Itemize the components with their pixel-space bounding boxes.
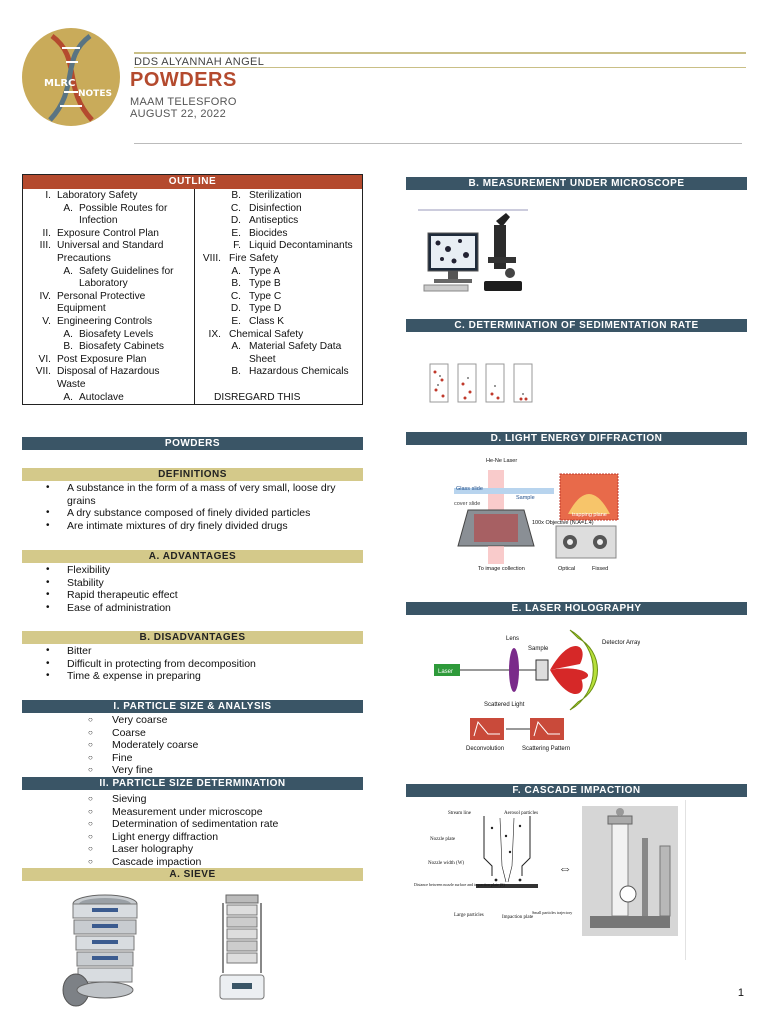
outline-item-number: B.: [63, 341, 73, 353]
list-item: • Flexibility: [22, 564, 362, 577]
outline-item-label: Post Exposure Plan: [57, 353, 147, 365]
outline-item-label: Biosafety Levels: [79, 328, 154, 340]
holography-sample-label: Sample: [528, 646, 549, 652]
holography-laser-label: Laser: [438, 669, 454, 675]
advantages-list: [22, 564, 362, 614]
outline-item-label: Safety Guidelines for: [79, 265, 174, 277]
outline-item: [195, 341, 363, 354]
outline-right-column: [195, 190, 363, 404]
outline-item-label: Laboratory: [79, 278, 128, 290]
outline-item: [195, 303, 363, 316]
outline-item-label: Infection: [79, 215, 118, 227]
particle-determination-list: [88, 793, 358, 869]
cascade-divider: [685, 800, 686, 960]
outline-item: [23, 228, 193, 241]
outline-item: [23, 278, 193, 291]
outline-item-label: Laboratory Safety: [57, 190, 138, 201]
outline-item-label: Biosafety Cabinets: [79, 341, 164, 353]
outline-item: [23, 203, 193, 216]
holography-scattered-label: Scattered Light: [484, 702, 525, 708]
outline-item: [195, 354, 363, 367]
cascade-impaction-diagram: [410, 806, 580, 930]
sieve-stack-image: [60, 890, 150, 1008]
outline-item: [23, 329, 193, 342]
outline-item: [23, 266, 193, 279]
list-item: ○ Measurement under microscope: [88, 806, 358, 819]
list-item: ○ Fine: [88, 752, 348, 765]
diffraction-cover-label: cover slide: [454, 501, 481, 507]
outline-item-number: A.: [63, 328, 73, 340]
outline-item: [23, 253, 193, 266]
microscope-image: [418, 205, 528, 297]
outline-item-number: C.: [230, 290, 241, 302]
svg-text:NOTES: NOTES: [78, 89, 112, 99]
outline-item: [195, 366, 363, 379]
outline-item-label: Universal and Standard: [57, 240, 164, 252]
list-item: ○ Very coarse: [88, 714, 348, 727]
list-item: grains: [67, 494, 96, 507]
list-item: • Bitter: [22, 645, 362, 658]
particle-size-list: [88, 714, 348, 777]
outline-item-number: E.: [231, 227, 241, 239]
outline-item-number: D.: [230, 215, 241, 227]
outline-item: [23, 303, 193, 316]
outline-item-number: A.: [231, 265, 241, 277]
sieve-bar: A. SIEVE: [22, 868, 363, 881]
list-item: ○ Sieving: [88, 793, 358, 806]
header-rule-top: [134, 52, 746, 54]
sieve-shaker-image: [218, 893, 266, 1003]
lecture-date: AUGUST 22, 2022: [130, 108, 227, 120]
list-item: ○ Moderately coarse: [88, 739, 348, 752]
list-item: ○ Coarse: [88, 727, 348, 740]
outline-item-number: A.: [231, 341, 241, 353]
outline-item-label: Type D: [249, 303, 282, 315]
holography-lens-label: Lens: [506, 636, 520, 642]
outline-item-number: I.: [45, 190, 51, 201]
outline-item-label: Antiseptics: [249, 215, 299, 227]
outline-item: [23, 215, 193, 228]
teacher-name: MAAM TELESFORO: [130, 96, 237, 108]
outline-item-number: II.: [42, 227, 51, 239]
sedimentation-image: [426, 358, 538, 410]
outline-item-number: A.: [63, 265, 73, 277]
cascade-impactor-photo: [582, 806, 678, 936]
outline-item-number: C.: [230, 202, 241, 214]
holography-bar: E. LASER HOLOGRAPHY: [406, 602, 747, 615]
disadvantages-list: [22, 645, 362, 683]
list-item: • Ease of administration: [22, 602, 362, 615]
list-item: • Stability: [22, 577, 362, 590]
outline-item-label: Possible Routes for: [79, 202, 168, 214]
outline-item: [23, 291, 193, 304]
author-name: DDS ALYANNAH ANGEL: [134, 56, 265, 68]
outline-item: [195, 228, 363, 241]
outline-item: [195, 215, 363, 228]
outline-item-label: Fire Safety: [229, 252, 279, 264]
powders-section-bar: POWDERS: [22, 437, 363, 450]
outline-item-label: Chemical Safety: [229, 328, 304, 340]
page-number: 1: [737, 987, 744, 999]
list-item: • A substance in the form of a mass of very small, loose dry: [22, 482, 362, 495]
outline-item: [195, 278, 363, 291]
diffraction-fissed-label: Fissed: [592, 566, 609, 572]
outline-item-number: VII.: [35, 366, 51, 378]
outline-item-number: VIII.: [202, 252, 221, 264]
outline-left-column: [23, 190, 193, 404]
list-item: ○ Very fine: [88, 764, 348, 777]
cascade-small-label: Small particles trajectory: [532, 910, 573, 915]
particle-determination-bar: II. PARTICLE SIZE DETERMINATION: [22, 777, 363, 790]
diffraction-collection-label: To image collection: [478, 566, 525, 572]
outline-item: [23, 240, 193, 253]
outline-item-number: V.: [42, 315, 51, 327]
list-item: • Difficult in protecting from decomposition: [22, 658, 362, 671]
cascade-stream-label: Stream line: [448, 811, 471, 816]
outline-item: [195, 392, 363, 405]
outline-item: [195, 291, 363, 304]
outline-item-label: Waste: [57, 378, 86, 390]
outline-item: [195, 379, 363, 392]
outline-item-number: B.: [231, 190, 241, 201]
cascade-nozzle-plate-label: Nozzle plate: [430, 837, 456, 842]
disadvantages-bar: B. DISADVANTAGES: [22, 631, 363, 644]
outline-item-label: Hazardous Chemicals: [249, 366, 349, 378]
diffraction-trapping-label: trapping plane: [572, 512, 607, 518]
outline-item: [23, 190, 193, 203]
outline-item-label: Engineering Controls: [57, 315, 153, 327]
definitions-list: [22, 482, 362, 532]
sedimentation-bar: C. DETERMINATION OF SEDIMENTATION RATE: [406, 319, 747, 332]
cascade-bar: F. CASCADE IMPACTION: [406, 784, 747, 797]
outline-item-number: E.: [231, 315, 241, 327]
outline-item: [195, 253, 363, 266]
cascade-nozzle-width-label: Nozzle width (W): [428, 861, 465, 866]
outline-item: [195, 203, 363, 216]
outline-item-number: B.: [231, 366, 241, 378]
outline-item: [23, 366, 193, 379]
svg-text:MLRC: MLRC: [44, 78, 76, 89]
list-item: ○ Determination of sedimentation rate: [88, 818, 358, 831]
list-item: ○ Laser holography: [88, 843, 358, 856]
outline-item-label: Type B: [249, 278, 281, 290]
particle-size-bar: I. PARTICLE SIZE & ANALYSIS: [22, 700, 363, 713]
diffraction-sample-label: Sample: [516, 495, 535, 501]
outline-item-label: Personal Protective: [57, 290, 146, 302]
outline-item-number: IX.: [208, 328, 221, 340]
outline-item: [23, 354, 193, 367]
outline-item-number: B.: [231, 278, 241, 290]
outline-item-label: Disinfection: [249, 202, 302, 214]
header-rule-bottom: [134, 143, 742, 144]
cascade-aerosol-label: Aerosol particles: [504, 811, 539, 816]
outline-item: [195, 190, 363, 203]
double-arrow-icon: ⇔: [558, 860, 572, 876]
outline-item-label: Equipment: [57, 303, 106, 315]
outline-item-label: Disposal of Hazardous: [57, 366, 160, 378]
diffraction-optical-label: Optical: [558, 566, 576, 572]
outline-item-number: A.: [63, 391, 73, 403]
outline-item-label: Biocides: [249, 227, 288, 239]
outline-box: [22, 174, 363, 405]
outline-item-number: A.: [63, 202, 73, 214]
outline-item-label: Sheet: [249, 353, 276, 365]
outline-item: [195, 240, 363, 253]
diffraction-objective-label: 100x Objective (N.A=1.4): [532, 520, 594, 526]
outline-item: [23, 379, 193, 392]
definitions-bar: DEFINITIONS: [22, 468, 363, 481]
outline-item-label: Class K: [249, 315, 285, 327]
outline-item: [195, 316, 363, 329]
light-diffraction-diagram: [450, 454, 620, 584]
advantages-bar: A. ADVANTAGES: [22, 550, 363, 563]
microscope-bar: B. MEASUREMENT UNDER MICROSCOPE: [406, 177, 747, 190]
outline-item-number: IV.: [39, 290, 51, 302]
outline-item-label: Material Safety Data: [249, 341, 342, 353]
mlrc-notes-logo: [22, 28, 120, 126]
outline-heading: OUTLINE: [23, 175, 362, 189]
list-item: • A dry substance composed of finely divided particles: [22, 507, 362, 520]
outline-item-label: Precautions: [57, 252, 111, 264]
outline-item-label: Liquid Decontaminants: [249, 240, 353, 252]
holography-detector-label: Detector Array: [602, 640, 640, 646]
list-item: • Are intimate mixtures of dry finely divided drugs: [22, 520, 362, 533]
outline-item-label: DISREGARD THIS: [214, 391, 301, 403]
diffraction-laser-label: He-Ne Laser: [486, 458, 518, 464]
list-item: ○ Cascade impaction: [88, 856, 358, 869]
list-item: • Rapid therapeutic effect: [22, 589, 362, 602]
outline-item: [195, 266, 363, 279]
outline-item-label: Type C: [249, 290, 282, 302]
outline-item-number: VI.: [38, 353, 51, 365]
outline-item-number: F.: [233, 240, 241, 252]
page-title: POWDERS: [130, 69, 237, 91]
list-item: • Time & expense in preparing: [22, 670, 362, 683]
diffraction-glass-label: Glass slide: [456, 486, 483, 492]
list-item: ○ Light energy diffraction: [88, 831, 358, 844]
holography-deconvolution-label: Deconvolution: [466, 746, 505, 752]
laser-holography-diagram: [430, 624, 640, 756]
diffraction-bar: D. LIGHT ENERGY DIFFRACTION: [406, 432, 747, 445]
cascade-large-label: Large particles: [454, 913, 484, 918]
holography-pattern-label: Scattering Pattern: [522, 746, 571, 752]
cascade-distance-label: Distance between nozzle surface and impaction plate (S): [414, 882, 505, 887]
outline-item-label: Type A: [249, 265, 281, 277]
outline-item: [23, 392, 193, 405]
outline-item-number: III.: [39, 240, 51, 252]
outline-item: [23, 341, 193, 354]
outline-item-label: Autoclave: [79, 391, 124, 403]
outline-item: [23, 316, 193, 329]
outline-item: [195, 329, 363, 342]
outline-item-number: D.: [230, 303, 241, 315]
cascade-impaction-label: Impaction plate: [502, 915, 534, 920]
outline-item-label: Sterilization: [249, 190, 302, 201]
outline-item-label: Exposure Control Plan: [57, 227, 159, 239]
